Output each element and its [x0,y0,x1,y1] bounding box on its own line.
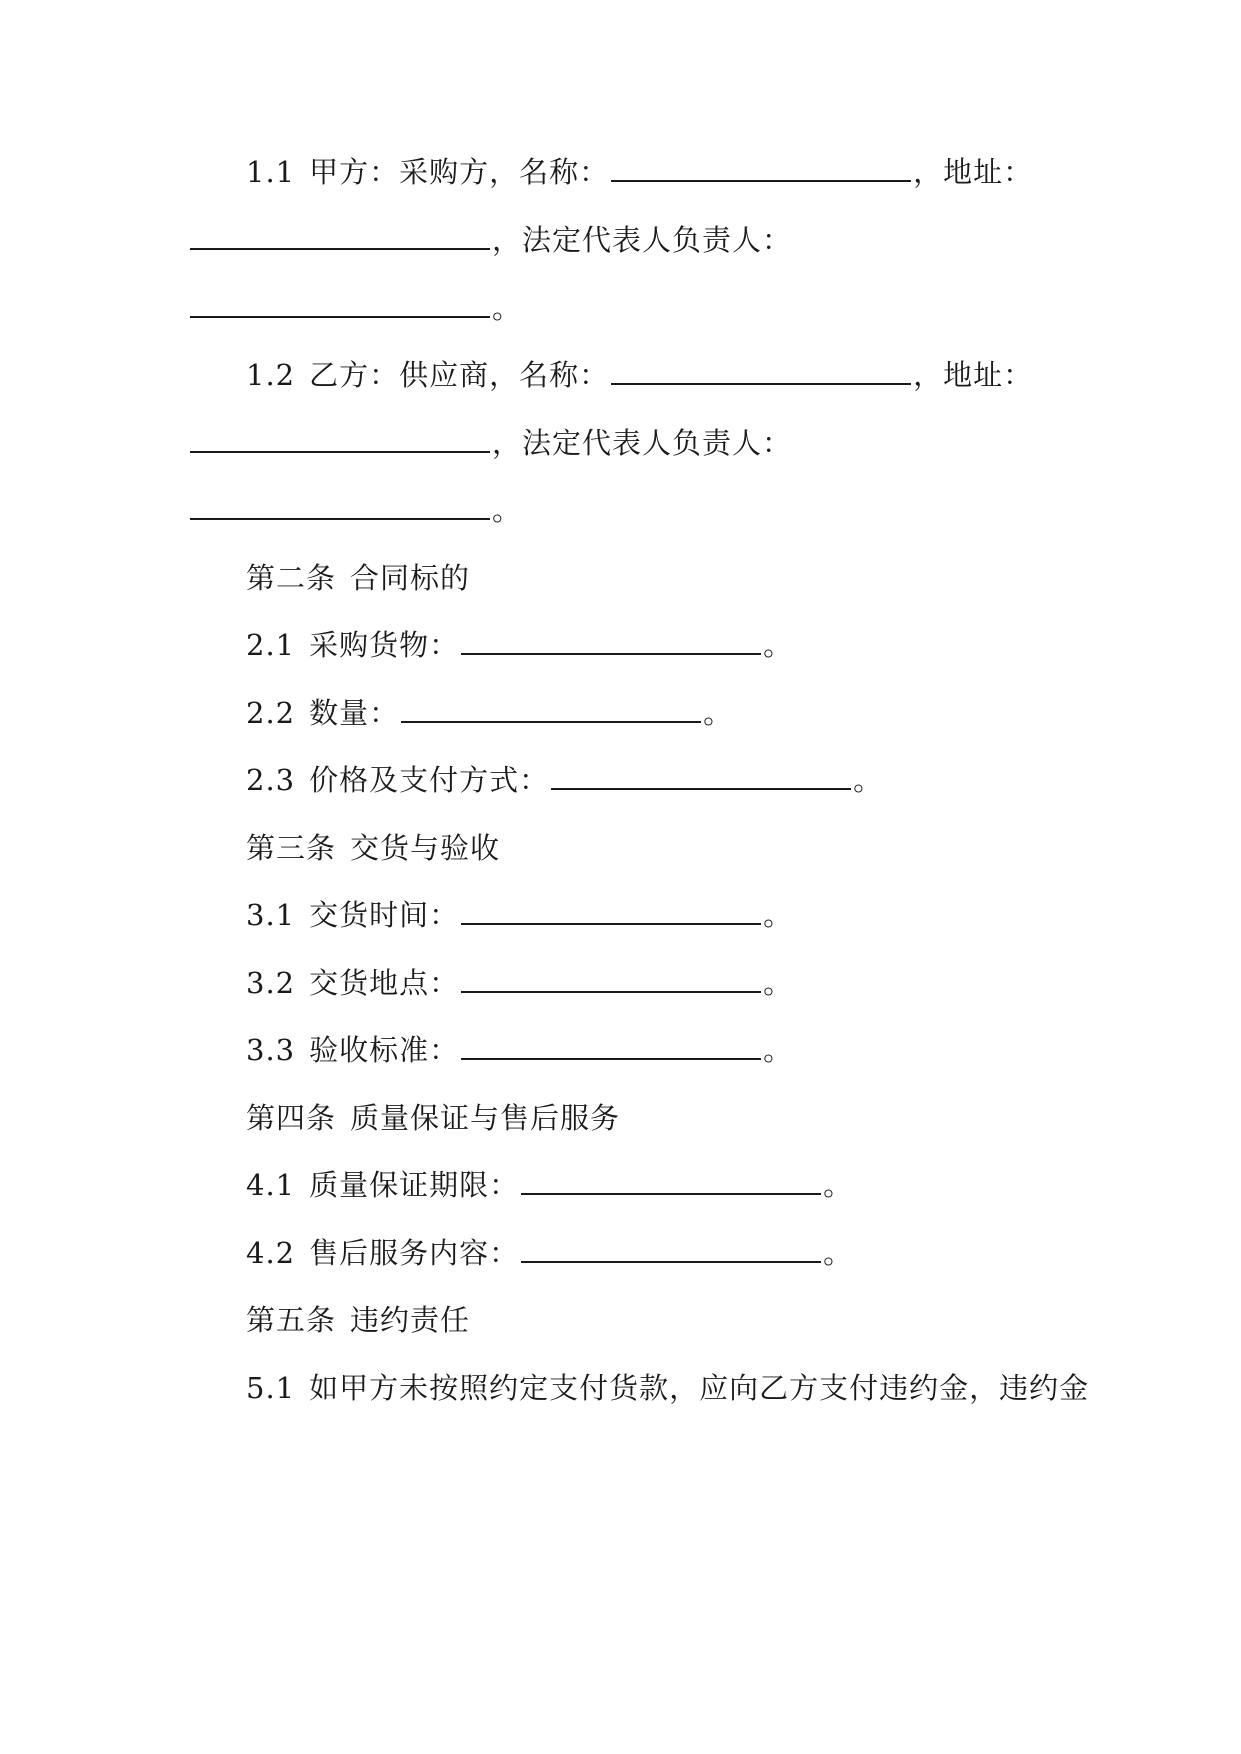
party-a-rep-blank[interactable] [190,288,490,318]
clause-1-1-line-3 [188,288,522,328]
after-sales-blank[interactable] [521,1233,821,1263]
period: 。 [763,898,794,932]
clause-1-1-line-2 [188,220,792,260]
clause-number: 4.1 [246,1168,296,1202]
article-title: 交货与验收 [350,831,501,865]
clause-4-2 [246,1233,853,1273]
article-title: 质量保证与售后服务 [350,1101,621,1135]
party-a-address-blank[interactable] [190,220,490,250]
rep-label: ，法定代表人负责人： [492,426,793,460]
clause-number: 1.2 [246,358,296,392]
address-label: ，地址： [913,358,1034,392]
address-label: ，地址： [913,155,1034,189]
clause-5-1 [246,1368,1089,1408]
clause-text: 乙方：供应商，名称： [309,358,610,392]
clause-label: 验收标准： [309,1033,460,1067]
clause-3-1 [246,895,793,935]
clause-1-2-line-1 [246,355,1033,395]
party-a-name-blank[interactable] [611,152,911,182]
clause-label: 交货地点： [309,966,460,1000]
clause-number: 3.1 [246,898,296,932]
period: 。 [853,763,884,797]
rep-label: ，法定代表人负责人： [492,223,793,257]
period: 。 [763,966,794,1000]
clause-1-1-line-1 [246,152,1033,192]
article-number: 第四条 [246,1101,337,1135]
price-payment-blank[interactable] [551,760,851,790]
clause-number: 2.1 [246,628,296,662]
article-title: 违约责任 [350,1303,471,1337]
clause-number: 5.1 [246,1371,296,1405]
period: 。 [823,1168,854,1202]
period: 。 [703,696,734,730]
delivery-time-blank[interactable] [461,895,761,925]
period: 。 [763,1033,794,1067]
clause-label: 售后服务内容： [309,1236,520,1270]
section-3-heading [246,828,500,868]
clause-text: 甲方：采购方，名称： [309,155,610,189]
clause-1-2-line-2 [188,423,792,463]
period: 。 [823,1236,854,1270]
party-b-rep-blank[interactable] [190,490,490,520]
clause-label: 数量： [309,696,400,730]
clause-2-2 [246,693,733,733]
section-4-heading [246,1098,620,1138]
clause-label: 交货时间： [309,898,460,932]
clause-text: 如甲方未按照约定支付货款，应向乙方支付违约金，违约金 [309,1371,1090,1405]
clause-number: 2.3 [246,763,296,797]
article-number: 第五条 [246,1303,337,1337]
delivery-location-blank[interactable] [461,963,761,993]
clause-number: 3.3 [246,1033,296,1067]
warranty-period-blank[interactable] [521,1165,821,1195]
period: 。 [763,628,794,662]
quantity-blank[interactable] [401,693,701,723]
clause-1-2-line-3 [188,490,522,530]
clause-number: 1.1 [246,155,296,189]
acceptance-standard-blank[interactable] [461,1030,761,1060]
clause-3-3 [246,1030,793,1070]
clause-2-3 [246,760,883,800]
clause-2-1 [246,625,793,665]
party-b-address-blank[interactable] [190,423,490,453]
clause-label: 价格及支付方式： [309,763,550,797]
clause-label: 质量保证期限： [309,1168,520,1202]
article-number: 第二条 [246,561,337,595]
clause-3-2 [246,963,793,1003]
clause-number: 4.2 [246,1236,296,1270]
clause-4-1 [246,1165,853,1205]
party-b-name-blank[interactable] [611,355,911,385]
clause-number: 2.2 [246,696,296,730]
goods-blank[interactable] [461,625,761,655]
period: 。 [492,493,523,527]
section-5-heading [246,1300,470,1340]
clause-label: 采购货物： [309,628,460,662]
article-number: 第三条 [246,831,337,865]
period: 。 [492,291,523,325]
section-2-heading [246,558,470,598]
clause-number: 3.2 [246,966,296,1000]
article-title: 合同标的 [350,561,471,595]
